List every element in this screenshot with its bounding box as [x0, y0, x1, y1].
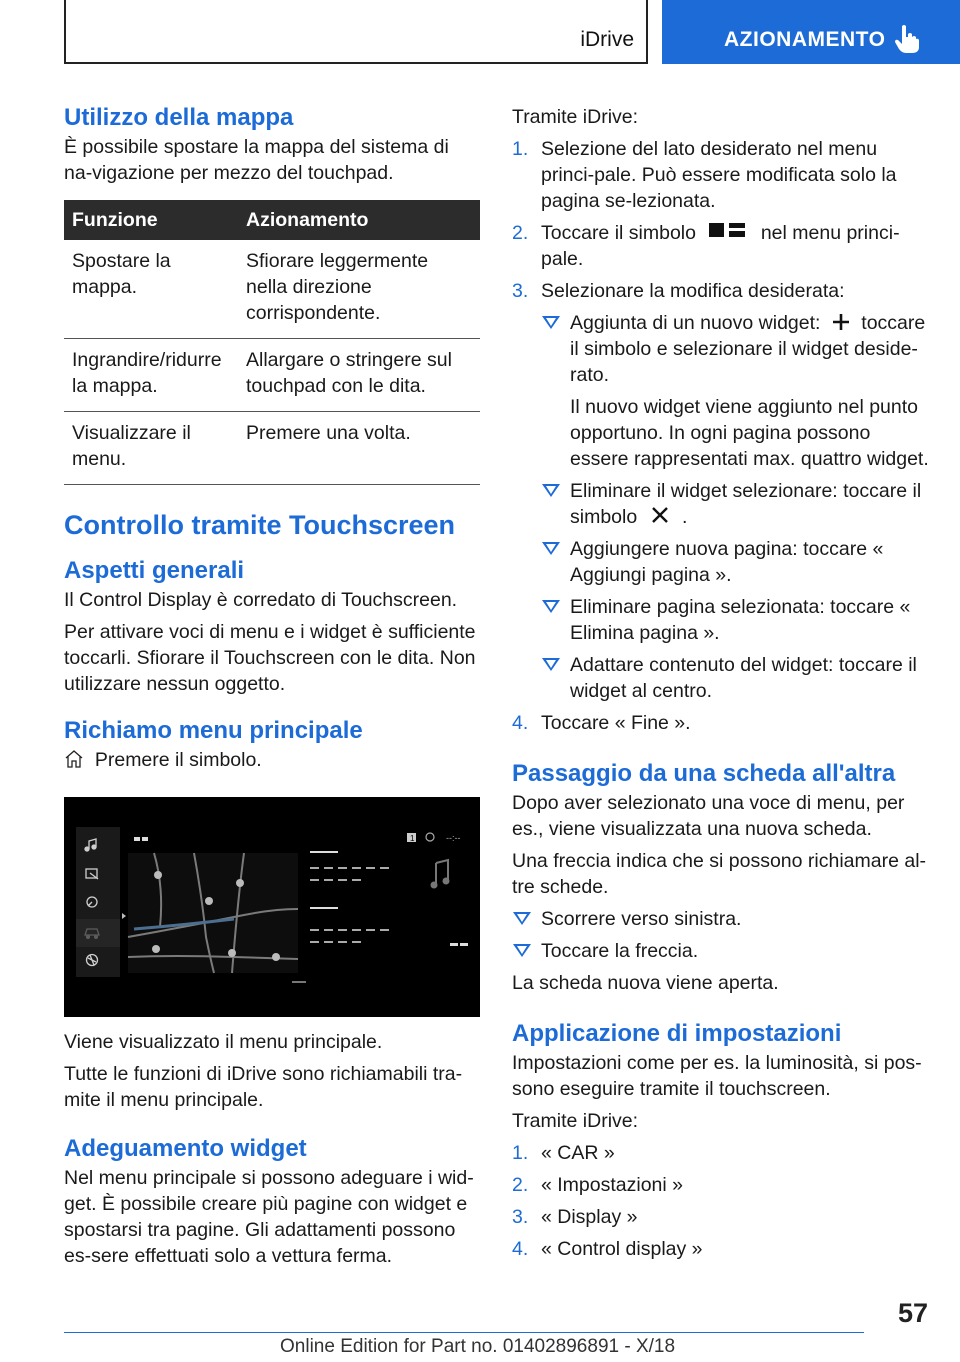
step-number: 4.: [512, 1238, 529, 1260]
chapter-title-touchscreen: Controllo tramite Touchscreen: [64, 510, 456, 540]
table-cell: Ingrandire/ridurre la mappa.: [64, 339, 238, 412]
step-text: Toccare « Fine ».: [541, 712, 691, 734]
table-row: [64, 240, 480, 339]
general-text-1: Il Control Display è corredato di Touchscreen.: [64, 589, 458, 611]
triangle-bullet-icon: [542, 484, 560, 497]
list-item: [512, 1236, 932, 1262]
table-header-cell: Funzione: [64, 200, 238, 240]
step-number: 3.: [512, 280, 529, 302]
step-number: 2.: [512, 1174, 529, 1196]
list-item: [512, 710, 932, 736]
main-menu-result-2: Tutte le funzioni di iDrive sono richiamabili tra-mite il menu principale.: [64, 1063, 463, 1111]
table-cell: Premere una volta.: [238, 412, 480, 485]
list-item: [512, 1204, 932, 1230]
left-column: [64, 100, 482, 1269]
screen-time: --:--: [446, 833, 461, 843]
triangle-bullet-icon: [513, 912, 531, 925]
substep-text-continued: .: [682, 506, 688, 528]
step-text: Selezione del lato desiderato nel menu princi-pale. Può essere modificata solo la pagina se-lezionata.: [541, 138, 897, 212]
main-menu-screen-image: [64, 797, 480, 1017]
screen-badge: 1: [410, 834, 415, 843]
tabs-text-2: Una freccia indica che si possono richiamare al-tre schede.: [512, 850, 927, 898]
step-text-continued: nel menu princi-pale.: [541, 222, 900, 270]
step-text: Toccare il simbolo: [541, 222, 696, 244]
step-text: « Impostazioni »: [541, 1174, 683, 1196]
general-text-2: Per attivare voci di menu e i widget è sufficiente toccarli. Sfiorare il Touchscreen con le dita. Non utilizzare nessun oggetto.: [64, 621, 476, 695]
map-function-table: [64, 200, 480, 485]
bullet-text: Scorrere verso sinistra.: [541, 908, 742, 930]
main-menu-result-1: Viene visualizzato il menu principale.: [64, 1031, 383, 1053]
triangle-bullet-icon: [542, 542, 560, 555]
table-row: [64, 412, 480, 485]
section-title-settings: Applicazione di impostazioni: [512, 1020, 842, 1047]
section-title-main-menu: Richiamo menu principale: [64, 717, 363, 744]
header-frame: [64, 0, 648, 64]
triangle-bullet-icon: [542, 658, 560, 671]
header-chapter-label: AZIONAMENTO: [724, 28, 886, 51]
step-number: 1.: [512, 1142, 529, 1164]
substep-text: Adattare contenuto del widget: toccare il widget al centro.: [570, 654, 917, 702]
triangle-bullet-icon: [542, 600, 560, 613]
list-item: [512, 1140, 932, 1166]
tabs-text-3: La scheda nuova viene aperta.: [512, 972, 779, 994]
header-section-title: iDrive: [580, 28, 634, 51]
step-number: 1.: [512, 138, 529, 160]
right-column: [512, 100, 932, 1262]
footer-divider: [64, 1332, 864, 1333]
hand-pointer-icon: [894, 24, 920, 54]
triangle-bullet-icon: [513, 944, 531, 957]
settings-intro: Tramite iDrive:: [512, 1110, 639, 1132]
step-text: « Display »: [541, 1206, 638, 1228]
step-number: 4.: [512, 712, 529, 734]
list-item: [512, 220, 932, 272]
table-header-cell: Azionamento: [238, 200, 480, 240]
step-text: « Control display »: [541, 1238, 703, 1260]
list-item: [512, 136, 932, 214]
list-item: [512, 278, 932, 304]
section-title-tabs: Passaggio da una scheda all'altra: [512, 760, 896, 787]
main-menu-screenshot: [64, 797, 480, 1017]
table-cell: Sfiorare leggermente nella direzione corrispondente.: [238, 240, 480, 339]
substep-text-continued: toccare il simbolo e selezionare il widget deside-rato.: [570, 312, 926, 386]
settings-text: Impostazioni come per es. la luminosità, si pos-sono eseguire tramite il touchscreen.: [512, 1052, 922, 1100]
list-item: [512, 652, 932, 704]
header-chapter-tab: [662, 0, 960, 64]
list-item: [512, 906, 932, 932]
step-text: « CAR »: [541, 1142, 615, 1164]
list-item: [512, 478, 932, 530]
list-item: [512, 310, 932, 388]
list-item: [512, 536, 932, 588]
table-header-row: [64, 200, 480, 240]
widget-edit-icon: [701, 221, 755, 241]
tabs-text-1: Dopo aver selezionato una voce di menu, per es., viene visualizzata una nuova scheda.: [512, 792, 905, 840]
list-item: [512, 1172, 932, 1198]
step-text: Selezionare la modifica desiderata:: [541, 280, 845, 302]
widget-text: Nel menu principale si possono adeguare i wid-get. È possibile creare più pagine con widget e spostarsi tra pagine. Gli adattamenti possono es-sere effettuati solo a vettura ferma.: [64, 1167, 474, 1267]
list-item: [512, 594, 932, 646]
substep-text: Aggiunta di un nuovo widget:: [570, 312, 821, 334]
table-cell: Visualizzare il menu.: [64, 412, 238, 485]
list-item: [512, 938, 932, 964]
footer-edition: Online Edition for Part no. 01402896891 - X/18: [280, 1336, 676, 1357]
main-menu-instruction-text: Premere il simbolo.: [94, 749, 262, 771]
table-row: [64, 339, 480, 412]
close-icon: [643, 506, 677, 526]
section-title-general: Aspetti generali: [64, 557, 245, 584]
bullet-text: Toccare la freccia.: [541, 940, 699, 962]
substep-note: Il nuovo widget viene aggiunto nel punto opportuno. In ogni pagina possono essere rappresentati max. quattro widget.: [570, 396, 929, 470]
plus-icon: [826, 312, 856, 332]
substep-text: Eliminare pagina selezionata: toccare « Elimina pagina ».: [570, 596, 911, 644]
map-intro-text: È possibile spostare la mappa del sistema di na-vigazione per mezzo del touchpad.: [64, 136, 449, 184]
step-number: 2.: [512, 222, 529, 244]
table-cell: Allargare o stringere sul touchpad con le dita.: [238, 339, 480, 412]
idrive-intro: Tramite iDrive:: [512, 106, 639, 128]
table-cell: Spostare la mappa.: [64, 240, 238, 339]
substep-text: Eliminare il widget selezionare: toccare il simbolo: [570, 480, 922, 528]
home-icon: [64, 749, 84, 769]
page-number: 57: [897, 1298, 928, 1328]
substep-text: Aggiungere nuova pagina: toccare « Aggiungi pagina ».: [570, 538, 884, 586]
step-number: 3.: [512, 1206, 529, 1228]
section-title-widget: Adeguamento widget: [64, 1135, 307, 1162]
main-menu-instruction: [64, 747, 482, 773]
section-title-map: Utilizzo della mappa: [64, 104, 294, 131]
triangle-bullet-icon: [542, 316, 560, 329]
